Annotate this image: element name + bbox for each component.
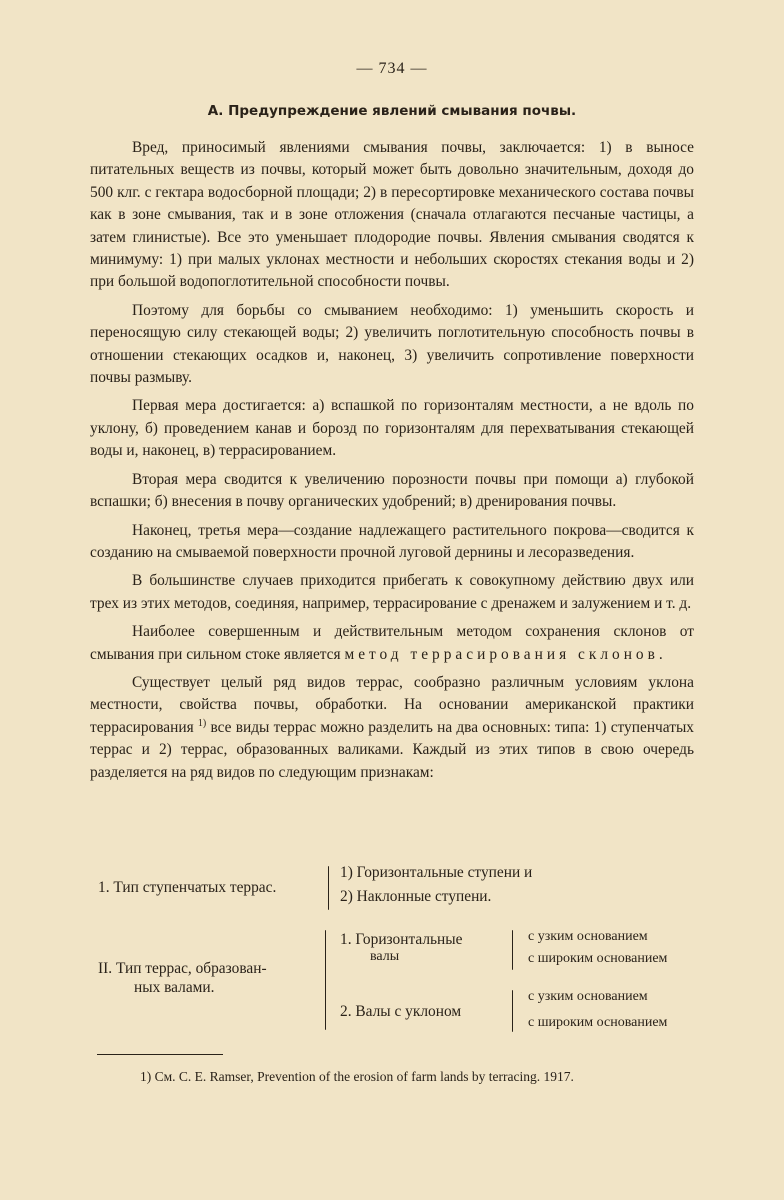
paragraph: Вред, приносимый явлениями смывания почвы, заключается: 1) в выносе питательных веществ из почвы, который может быть довольно значительным, доходя до 500 клг. с гектара водосборной площади; 2) в пересортировке механического состава почвы как в зоне смывания, так и в зоне отложения (сначала отлагаются песчаные частицы, а затем глинистые). Все это уменьшает плодородие почвы. Явления смывания сводятся к минимуму: 1) при малых уклонах местности и небольших скоростях стекания воды и 2) при большой водопоглотительной способности почвы. <box>90 139 694 291</box>
footnote: 1) См. C. E. Ramser, Prevention of the erosion of farm lands by terracing. 1917. <box>140 1069 574 1084</box>
subtype2-brace <box>512 990 513 1032</box>
paragraph: Поэтому для борьбы со смыванием необходимо: 1) уменьшить скорость и переносящую силу стекающей воды; 2) увеличить поглотительную способность почвы в отношении стекающих осадков и, наконец, 3) увеличить сопротивление поверхности почвы размыву. <box>90 301 694 387</box>
paragraph: Первая мера достигается: а) вспашкой по горизонталям местности, а не вдоль по уклону, б) проведением канав и борозд по горизонталям для перехватывания стекающей воды и, наконец, в) террасированием. <box>90 397 694 460</box>
subtype-item: с широким основанием <box>528 1015 668 1030</box>
type2-brace <box>325 930 326 1030</box>
paragraph <box>90 672 694 784</box>
type1-label: 1. Тип ступенчатых террас. <box>98 879 277 896</box>
paragraph-text: Существует целый ряд видов террас, сообразно различным условиям уклона местности, свойства почвы, обработки. На основании американской практики террасирования <box>90 673 694 736</box>
section-heading: А. Предупреждение явлений смывания почвы. <box>207 103 577 119</box>
type1-item: 1) Горизонтальные ступени и <box>340 864 533 881</box>
paragraph: Наконец, третья мера—создание надлежащего растительного покрова—сводится к созданию на смываемой поверхности прочной луговой дернины и лесоразведения. <box>90 521 694 561</box>
paragraph-text: Наиболее совершенным и действительным методом сохранения склонов от смывания при сильном стоке является <box>90 623 694 663</box>
page-number: — 734 — <box>356 60 428 77</box>
paragraph <box>90 621 694 666</box>
subtype-item: с узким основанием <box>528 989 648 1004</box>
subtype1-brace <box>512 930 513 970</box>
subtype-label: 1. Горизонтальные <box>340 931 463 948</box>
subtype-item: с узким основанием <box>528 929 648 944</box>
paragraph-text: все виды террас можно разделить на два основных: типа: 1) ступенчатых террас и 2) террас, образованных валиками. Каждый из этих типов в свою очередь разделяется на ряд видов по следующим признакам: <box>90 718 694 781</box>
footnote-divider <box>97 1054 223 1055</box>
paragraph-text: . <box>658 645 663 663</box>
body-text <box>90 137 694 790</box>
emphasized-text: метод террасирования склонов <box>344 645 659 663</box>
type1-brace <box>328 866 329 910</box>
type1-item: 2) Наклонные ступени. <box>340 888 492 905</box>
subtype-item: с широким основанием <box>528 951 668 966</box>
type2-label: ных валами. <box>134 979 215 996</box>
type2-label: II. Тип террас, образован- <box>98 960 267 977</box>
footnote-reference[interactable]: 1) <box>197 717 207 729</box>
paragraph: Вторая мера сводится к увеличению порозности почвы при помощи а) глубокой вспашки; б) внесения в почву органических удобрений; в) дренирования почвы. <box>90 470 694 511</box>
subtype-label: валы <box>370 949 400 964</box>
subtype-label: 2. Валы с уклоном <box>340 1003 462 1020</box>
paragraph: В большинстве случаев приходится прибегать к совокупному действию двух или трех из этих методов, соединяя, например, террасирование с дренажем и залужением и т. д. <box>90 572 694 612</box>
